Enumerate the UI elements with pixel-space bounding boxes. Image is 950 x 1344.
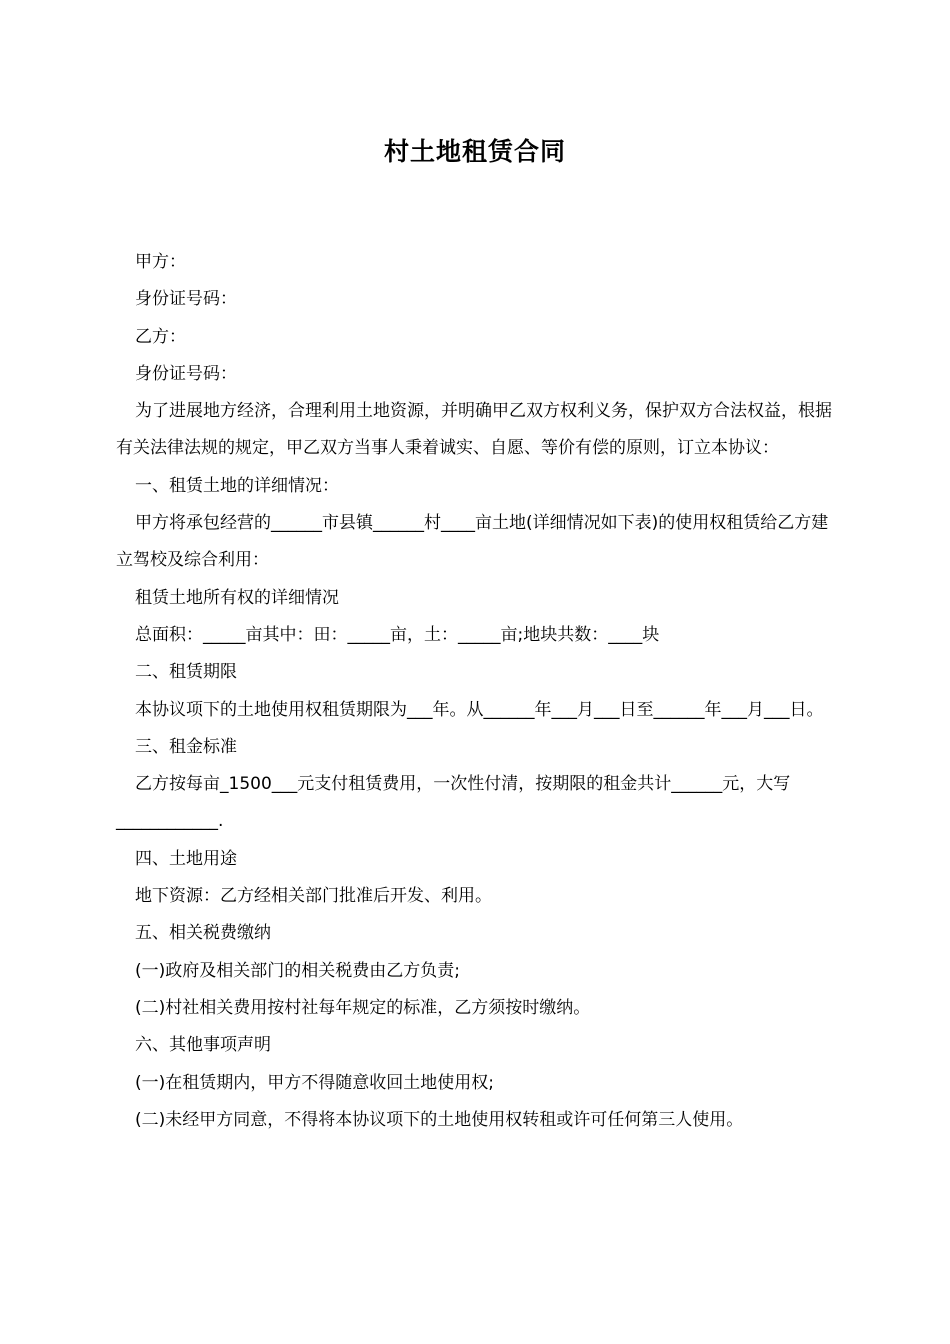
section-6-heading: 六、其他事项声明 bbox=[135, 1035, 271, 1056]
party-a-line: 甲方： bbox=[135, 252, 186, 272]
section-2-heading: 二、租赁期限 bbox=[135, 662, 237, 683]
preamble-paragraph: 为了进展地方经济，合理利用土地资源，并明确甲乙双方权利义务，保护双方合法权益，根据有关法律法规的规定，甲乙双方当事人秉着诚实、自愿、等价有偿的原则，订立本协议： bbox=[116, 401, 832, 459]
section-5-heading: 五、相关税费缴纳 bbox=[135, 923, 271, 944]
section-1-paragraph: 甲方将承包经营的______市县镇______村____亩土地(详细情况如下表)的使用权租赁给乙方建立驾校及综合利用： bbox=[116, 513, 829, 571]
tax-clause-1: (一)政府及相关部门的相关税费由乙方负责; bbox=[135, 960, 460, 981]
document-title: 村土地租赁合同 bbox=[383, 137, 566, 166]
tax-clause-2: (二)村社相关费用按村社每年规定的标准，乙方须按时缴纳。 bbox=[135, 997, 591, 1018]
other-clause-2: (二)未经甲方同意，不得将本协议项下的土地使用权转租或许可任何第三人使用。 bbox=[135, 1109, 744, 1130]
section-4-heading: 四、土地用途 bbox=[135, 848, 237, 869]
party-b-line: 乙方： bbox=[135, 326, 186, 347]
lease-term-paragraph: 本协议项下的土地使用权租赁期限为___年。从______年___月___日至______年___月___日。 bbox=[135, 699, 824, 720]
total-area-line: 总面积：_____亩其中：田：_____亩，土：_____亩;地块共数：____块 bbox=[135, 624, 660, 645]
party-a-id-line: 身份证号码： bbox=[135, 289, 237, 310]
party-b-id-line: 身份证号码： bbox=[135, 363, 237, 384]
document-body bbox=[116, 244, 844, 1139]
land-use-paragraph: 地下资源：乙方经相关部门批准后开发、利用。 bbox=[135, 886, 492, 907]
section-1-heading: 一、租赁土地的详细情况： bbox=[135, 475, 339, 496]
rent-paragraph: 乙方按每亩_1500___元支付租赁费用，一次性付清，按期限的租金共计______元，大写____________. bbox=[116, 774, 791, 832]
other-clause-1: (一)在租赁期内，甲方不得随意收回土地使用权; bbox=[135, 1072, 494, 1093]
section-3-heading: 三、租金标准 bbox=[135, 736, 237, 757]
ownership-details-line: 租赁土地所有权的详细情况 bbox=[135, 587, 339, 608]
